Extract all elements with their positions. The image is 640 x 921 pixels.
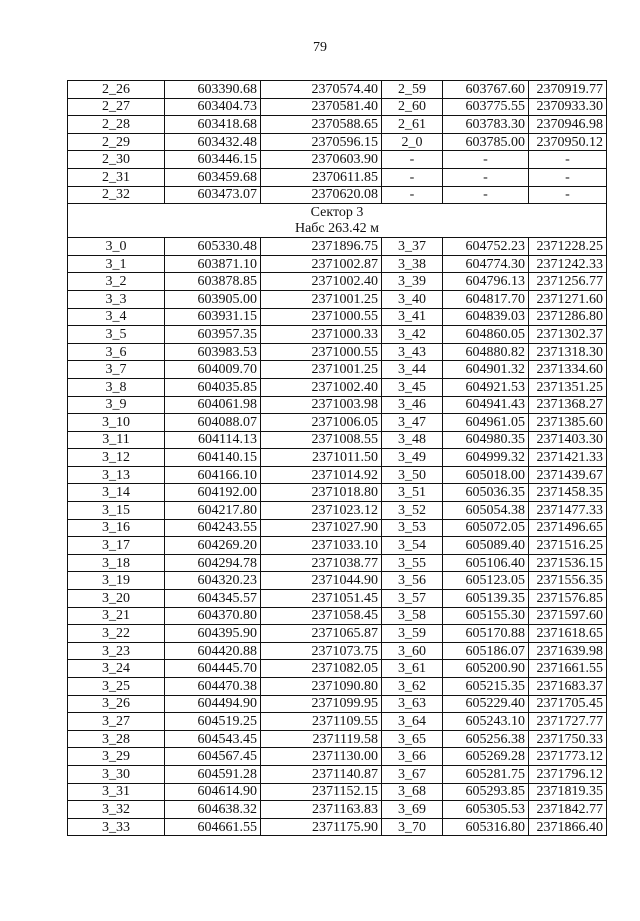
table-row (68, 783, 607, 801)
y-coordinate-cell: 2371002.40 (261, 273, 382, 291)
y-coordinate-cell: 2371597.60 (529, 607, 607, 625)
y-coordinate-cell: - (529, 186, 607, 204)
x-coordinate-cell: 604614.90 (165, 783, 261, 801)
y-coordinate-cell: 2371773.12 (529, 748, 607, 766)
y-coordinate-cell: 2371000.33 (261, 326, 382, 344)
table-row (68, 660, 607, 678)
y-coordinate-cell: 2371228.25 (529, 238, 607, 256)
point-id-cell: 3_53 (382, 519, 443, 537)
x-coordinate-cell: 604009.70 (165, 361, 261, 379)
point-id-cell: 3_54 (382, 537, 443, 555)
table-row (68, 519, 607, 537)
x-coordinate-cell: 605036.35 (443, 484, 529, 502)
y-coordinate-cell: 2371109.55 (261, 713, 382, 731)
x-coordinate-cell: 604217.80 (165, 502, 261, 520)
point-id-cell: 3_50 (382, 466, 443, 484)
point-id-cell: 3_19 (68, 572, 165, 590)
x-coordinate-cell: 603878.85 (165, 273, 261, 291)
point-id-cell: 3_67 (382, 765, 443, 783)
x-coordinate-cell: 603871.10 (165, 255, 261, 273)
y-coordinate-cell: 2371099.95 (261, 695, 382, 713)
table-row (68, 765, 607, 783)
y-coordinate-cell: 2370603.90 (261, 151, 382, 169)
y-coordinate-cell: 2371051.45 (261, 590, 382, 608)
point-id-cell: 2_59 (382, 81, 443, 99)
point-id-cell: 3_41 (382, 308, 443, 326)
point-id-cell: 3_12 (68, 449, 165, 467)
x-coordinate-cell: 604961.05 (443, 414, 529, 432)
x-coordinate-cell: 604543.45 (165, 730, 261, 748)
point-id-cell: 3_52 (382, 502, 443, 520)
point-id-cell: 3_26 (68, 695, 165, 713)
point-id-cell: 3_37 (382, 238, 443, 256)
y-coordinate-cell: 2371082.05 (261, 660, 382, 678)
point-id-cell: 2_27 (68, 98, 165, 116)
y-coordinate-cell: 2371006.05 (261, 414, 382, 432)
y-coordinate-cell: 2370946.98 (529, 116, 607, 134)
x-coordinate-cell: 604567.45 (165, 748, 261, 766)
x-coordinate-cell: 603404.73 (165, 98, 261, 116)
table-row (68, 537, 607, 555)
x-coordinate-cell: 604817.70 (443, 290, 529, 308)
y-coordinate-cell: 2371458.35 (529, 484, 607, 502)
sector-title: Сектор 3 (310, 205, 364, 221)
point-id-cell: 3_33 (68, 818, 165, 836)
point-id-cell: 3_66 (382, 748, 443, 766)
point-id-cell: 2_60 (382, 98, 443, 116)
table-row (68, 642, 607, 660)
point-id-cell: 3_56 (382, 572, 443, 590)
x-coordinate-cell: 604860.05 (443, 326, 529, 344)
point-id-cell: 3_60 (382, 642, 443, 660)
page-number: 79 (313, 40, 327, 55)
table-row (68, 730, 607, 748)
x-coordinate-cell: 605293.85 (443, 783, 529, 801)
table-row (68, 186, 607, 204)
x-coordinate-cell: 603775.55 (443, 98, 529, 116)
x-coordinate-cell: 604370.80 (165, 607, 261, 625)
point-id-cell: 3_63 (382, 695, 443, 713)
point-id-cell: 3_45 (382, 378, 443, 396)
y-coordinate-cell: 2371618.65 (529, 625, 607, 643)
point-id-cell: 3_3 (68, 290, 165, 308)
table-row (68, 133, 607, 151)
x-coordinate-cell: 604796.13 (443, 273, 529, 291)
table-row (68, 625, 607, 643)
x-coordinate-cell: 603390.68 (165, 81, 261, 99)
y-coordinate-cell: 2371705.45 (529, 695, 607, 713)
point-id-cell: 3_70 (382, 818, 443, 836)
point-id-cell: 2_0 (382, 133, 443, 151)
point-id-cell: 3_58 (382, 607, 443, 625)
point-id-cell: 2_30 (68, 151, 165, 169)
x-coordinate-cell: 605018.00 (443, 466, 529, 484)
point-id-cell: 3_4 (68, 308, 165, 326)
y-coordinate-cell: 2371403.30 (529, 431, 607, 449)
y-coordinate-cell: 2371819.35 (529, 783, 607, 801)
point-id-cell: 3_49 (382, 449, 443, 467)
table-row (68, 748, 607, 766)
x-coordinate-cell: 604035.85 (165, 378, 261, 396)
x-coordinate-cell: 604880.82 (443, 343, 529, 361)
table-row (68, 255, 607, 273)
point-id-cell: 3_68 (382, 783, 443, 801)
y-coordinate-cell: 2371130.00 (261, 748, 382, 766)
table-row (68, 713, 607, 731)
point-id-cell: 3_44 (382, 361, 443, 379)
x-coordinate-cell: 605281.75 (443, 765, 529, 783)
point-id-cell: 3_64 (382, 713, 443, 731)
y-coordinate-cell: 2371033.10 (261, 537, 382, 555)
x-coordinate-cell: 604192.00 (165, 484, 261, 502)
x-coordinate-cell: 605123.05 (443, 572, 529, 590)
y-coordinate-cell: 2371001.25 (261, 290, 382, 308)
y-coordinate-cell: 2370933.30 (529, 98, 607, 116)
sector-header-row (68, 204, 607, 238)
x-coordinate-cell: 604774.30 (443, 255, 529, 273)
point-id-cell: 3_38 (382, 255, 443, 273)
x-coordinate-cell: 605243.10 (443, 713, 529, 731)
sector-header-section (68, 204, 607, 238)
point-id-cell: 3_46 (382, 396, 443, 414)
x-coordinate-cell: 605139.35 (443, 590, 529, 608)
point-id-cell: 3_25 (68, 678, 165, 696)
y-coordinate-cell: 2371385.60 (529, 414, 607, 432)
table-row (68, 396, 607, 414)
x-coordinate-cell: 604638.32 (165, 801, 261, 819)
y-coordinate-cell: 2371044.90 (261, 572, 382, 590)
y-coordinate-cell: - (529, 151, 607, 169)
x-coordinate-cell: 603983.53 (165, 343, 261, 361)
x-coordinate-cell: 605155.30 (443, 607, 529, 625)
point-id-cell: - (382, 168, 443, 186)
point-id-cell: 3_1 (68, 255, 165, 273)
y-coordinate-cell: 2371727.77 (529, 713, 607, 731)
point-id-cell: 3_28 (68, 730, 165, 748)
x-coordinate-cell: 605200.90 (443, 660, 529, 678)
point-id-cell: 2_32 (68, 186, 165, 204)
y-coordinate-cell: 2371008.55 (261, 431, 382, 449)
table-row (68, 818, 607, 836)
table-row (68, 378, 607, 396)
point-id-cell: 3_14 (68, 484, 165, 502)
point-id-cell: 3_62 (382, 678, 443, 696)
point-id-cell: 3_8 (68, 378, 165, 396)
x-coordinate-cell: 603432.48 (165, 133, 261, 151)
point-id-cell: 3_11 (68, 431, 165, 449)
point-id-cell: 3_29 (68, 748, 165, 766)
x-coordinate-cell: 604941.43 (443, 396, 529, 414)
x-coordinate-cell: 603418.68 (165, 116, 261, 134)
point-id-cell: 2_61 (382, 116, 443, 134)
y-coordinate-cell: 2371496.65 (529, 519, 607, 537)
point-id-cell: 3_65 (382, 730, 443, 748)
y-coordinate-cell: 2371027.90 (261, 519, 382, 537)
x-coordinate-cell: 604320.23 (165, 572, 261, 590)
y-coordinate-cell: 2371002.87 (261, 255, 382, 273)
y-coordinate-cell: 2371750.33 (529, 730, 607, 748)
point-id-cell: 3_40 (382, 290, 443, 308)
point-id-cell: 3_22 (68, 625, 165, 643)
point-id-cell: 2_26 (68, 81, 165, 99)
x-coordinate-cell: 603905.00 (165, 290, 261, 308)
x-coordinate-cell: 604269.20 (165, 537, 261, 555)
table-row (68, 98, 607, 116)
x-coordinate-cell: 605229.40 (443, 695, 529, 713)
y-coordinate-cell: 2370950.12 (529, 133, 607, 151)
x-coordinate-cell: 604243.55 (165, 519, 261, 537)
x-coordinate-cell: 605089.40 (443, 537, 529, 555)
y-coordinate-cell: 2371002.40 (261, 378, 382, 396)
y-coordinate-cell: 2371842.77 (529, 801, 607, 819)
y-coordinate-cell: 2371000.55 (261, 343, 382, 361)
y-coordinate-cell: 2371302.37 (529, 326, 607, 344)
table-row (68, 116, 607, 134)
table-row (68, 502, 607, 520)
table-row (68, 308, 607, 326)
point-id-cell: 3_39 (382, 273, 443, 291)
y-coordinate-cell: 2370611.85 (261, 168, 382, 186)
point-id-cell: 2_29 (68, 133, 165, 151)
point-id-cell: 3_55 (382, 554, 443, 572)
point-id-cell: 3_5 (68, 326, 165, 344)
point-id-cell: 3_6 (68, 343, 165, 361)
point-id-cell: 3_2 (68, 273, 165, 291)
x-coordinate-cell: - (443, 168, 529, 186)
table-row (68, 607, 607, 625)
point-id-cell: 3_10 (68, 414, 165, 432)
y-coordinate-cell: 2371058.45 (261, 607, 382, 625)
y-coordinate-cell: 2371242.33 (529, 255, 607, 273)
y-coordinate-cell: 2371286.80 (529, 308, 607, 326)
x-coordinate-cell: 604114.13 (165, 431, 261, 449)
table-row (68, 343, 607, 361)
table-row (68, 801, 607, 819)
coordinates-table (67, 80, 607, 836)
y-coordinate-cell: - (529, 168, 607, 186)
y-coordinate-cell: 2371023.12 (261, 502, 382, 520)
y-coordinate-cell: 2371639.98 (529, 642, 607, 660)
y-coordinate-cell: 2371175.90 (261, 818, 382, 836)
x-coordinate-cell: 605170.88 (443, 625, 529, 643)
x-coordinate-cell: 603957.35 (165, 326, 261, 344)
point-id-cell: 3_9 (68, 396, 165, 414)
x-coordinate-cell: 604395.90 (165, 625, 261, 643)
y-coordinate-cell: 2370581.40 (261, 98, 382, 116)
y-coordinate-cell: 2371896.75 (261, 238, 382, 256)
point-id-cell: 3_27 (68, 713, 165, 731)
table-row (68, 238, 607, 256)
y-coordinate-cell: 2371163.83 (261, 801, 382, 819)
y-coordinate-cell: 2371152.15 (261, 783, 382, 801)
point-id-cell: 3_57 (382, 590, 443, 608)
point-id-cell: - (382, 151, 443, 169)
table-row (68, 554, 607, 572)
x-coordinate-cell: 604061.98 (165, 396, 261, 414)
point-id-cell: 3_47 (382, 414, 443, 432)
y-coordinate-cell: 2370620.08 (261, 186, 382, 204)
y-coordinate-cell: 2371073.75 (261, 642, 382, 660)
sector-subtitle: Набс 263.42 м (294, 220, 380, 236)
table-row (68, 449, 607, 467)
table-row (68, 695, 607, 713)
y-coordinate-cell: 2371065.87 (261, 625, 382, 643)
y-coordinate-cell: 2371477.33 (529, 502, 607, 520)
x-coordinate-cell: 605054.38 (443, 502, 529, 520)
point-id-cell: 3_43 (382, 343, 443, 361)
y-coordinate-cell: 2371003.98 (261, 396, 382, 414)
y-coordinate-cell: 2371038.77 (261, 554, 382, 572)
point-id-cell: 3_18 (68, 554, 165, 572)
x-coordinate-cell: 605106.40 (443, 554, 529, 572)
table-row (68, 678, 607, 696)
y-coordinate-cell: 2371256.77 (529, 273, 607, 291)
x-coordinate-cell: 604921.53 (443, 378, 529, 396)
y-coordinate-cell: 2371119.58 (261, 730, 382, 748)
y-coordinate-cell: 2370574.40 (261, 81, 382, 99)
point-id-cell: 3_31 (68, 783, 165, 801)
y-coordinate-cell: 2370919.77 (529, 81, 607, 99)
y-coordinate-cell: 2371351.25 (529, 378, 607, 396)
y-coordinate-cell: 2371140.87 (261, 765, 382, 783)
point-id-cell: 3_13 (68, 466, 165, 484)
point-id-cell: 3_23 (68, 642, 165, 660)
y-coordinate-cell: 2370596.15 (261, 133, 382, 151)
x-coordinate-cell: 605072.05 (443, 519, 529, 537)
x-coordinate-cell: 604445.70 (165, 660, 261, 678)
y-coordinate-cell: 2371368.27 (529, 396, 607, 414)
point-id-cell: 3_7 (68, 361, 165, 379)
x-coordinate-cell: 603785.00 (443, 133, 529, 151)
y-coordinate-cell: 2371866.40 (529, 818, 607, 836)
table-row (68, 326, 607, 344)
x-coordinate-cell: 605256.38 (443, 730, 529, 748)
y-coordinate-cell: 2371271.60 (529, 290, 607, 308)
x-coordinate-cell: 603767.60 (443, 81, 529, 99)
x-coordinate-cell: 605316.80 (443, 818, 529, 836)
table-section-top (68, 81, 607, 204)
table-row (68, 572, 607, 590)
point-id-cell: 2_31 (68, 168, 165, 186)
x-coordinate-cell: 605330.48 (165, 238, 261, 256)
point-id-cell: 3_59 (382, 625, 443, 643)
table-row (68, 361, 607, 379)
point-id-cell: 2_28 (68, 116, 165, 134)
point-id-cell: 3_42 (382, 326, 443, 344)
point-id-cell: 3_24 (68, 660, 165, 678)
y-coordinate-cell: 2371556.35 (529, 572, 607, 590)
table-row (68, 414, 607, 432)
table-row (68, 590, 607, 608)
x-coordinate-cell: 604591.28 (165, 765, 261, 783)
y-coordinate-cell: 2371576.85 (529, 590, 607, 608)
table-row (68, 168, 607, 186)
x-coordinate-cell: 603783.30 (443, 116, 529, 134)
y-coordinate-cell: 2370588.65 (261, 116, 382, 134)
x-coordinate-cell: 604166.10 (165, 466, 261, 484)
y-coordinate-cell: 2371536.15 (529, 554, 607, 572)
table-row (68, 273, 607, 291)
x-coordinate-cell: 604470.38 (165, 678, 261, 696)
x-coordinate-cell: 604980.35 (443, 431, 529, 449)
x-coordinate-cell: - (443, 151, 529, 169)
x-coordinate-cell: 604494.90 (165, 695, 261, 713)
x-coordinate-cell: 603473.07 (165, 186, 261, 204)
y-coordinate-cell: 2371011.50 (261, 449, 382, 467)
y-coordinate-cell: 2371001.25 (261, 361, 382, 379)
y-coordinate-cell: 2371661.55 (529, 660, 607, 678)
y-coordinate-cell: 2371516.25 (529, 537, 607, 555)
table-row (68, 484, 607, 502)
x-coordinate-cell: 604901.32 (443, 361, 529, 379)
y-coordinate-cell: 2371018.80 (261, 484, 382, 502)
table-row (68, 431, 607, 449)
x-coordinate-cell: 604294.78 (165, 554, 261, 572)
point-id-cell: 3_17 (68, 537, 165, 555)
x-coordinate-cell: 603931.15 (165, 308, 261, 326)
y-coordinate-cell: 2371421.33 (529, 449, 607, 467)
table-row (68, 466, 607, 484)
point-id-cell: 3_20 (68, 590, 165, 608)
point-id-cell: 3_32 (68, 801, 165, 819)
point-id-cell: 3_69 (382, 801, 443, 819)
table-row (68, 81, 607, 99)
x-coordinate-cell: 604088.07 (165, 414, 261, 432)
y-coordinate-cell: 2371796.12 (529, 765, 607, 783)
x-coordinate-cell: 605305.53 (443, 801, 529, 819)
y-coordinate-cell: 2371000.55 (261, 308, 382, 326)
table-section-bottom (68, 238, 607, 836)
point-id-cell: 3_51 (382, 484, 443, 502)
x-coordinate-cell: - (443, 186, 529, 204)
x-coordinate-cell: 604420.88 (165, 642, 261, 660)
y-coordinate-cell: 2371439.67 (529, 466, 607, 484)
x-coordinate-cell: 604839.03 (443, 308, 529, 326)
x-coordinate-cell: 604661.55 (165, 818, 261, 836)
point-id-cell: 3_48 (382, 431, 443, 449)
x-coordinate-cell: 603459.68 (165, 168, 261, 186)
point-id-cell: 3_15 (68, 502, 165, 520)
point-id-cell: 3_61 (382, 660, 443, 678)
x-coordinate-cell: 604140.15 (165, 449, 261, 467)
y-coordinate-cell: 2371318.30 (529, 343, 607, 361)
point-id-cell: 3_16 (68, 519, 165, 537)
x-coordinate-cell: 604519.25 (165, 713, 261, 731)
x-coordinate-cell: 604999.32 (443, 449, 529, 467)
x-coordinate-cell: 605269.28 (443, 748, 529, 766)
y-coordinate-cell: 2371090.80 (261, 678, 382, 696)
x-coordinate-cell: 605186.07 (443, 642, 529, 660)
point-id-cell: 3_21 (68, 607, 165, 625)
table-row (68, 151, 607, 169)
point-id-cell: 3_30 (68, 765, 165, 783)
point-id-cell: - (382, 186, 443, 204)
y-coordinate-cell: 2371334.60 (529, 361, 607, 379)
x-coordinate-cell: 604752.23 (443, 238, 529, 256)
y-coordinate-cell: 2371014.92 (261, 466, 382, 484)
x-coordinate-cell: 604345.57 (165, 590, 261, 608)
table-row (68, 290, 607, 308)
x-coordinate-cell: 605215.35 (443, 678, 529, 696)
point-id-cell: 3_0 (68, 238, 165, 256)
sector-header-cell (68, 204, 607, 238)
y-coordinate-cell: 2371683.37 (529, 678, 607, 696)
x-coordinate-cell: 603446.15 (165, 151, 261, 169)
